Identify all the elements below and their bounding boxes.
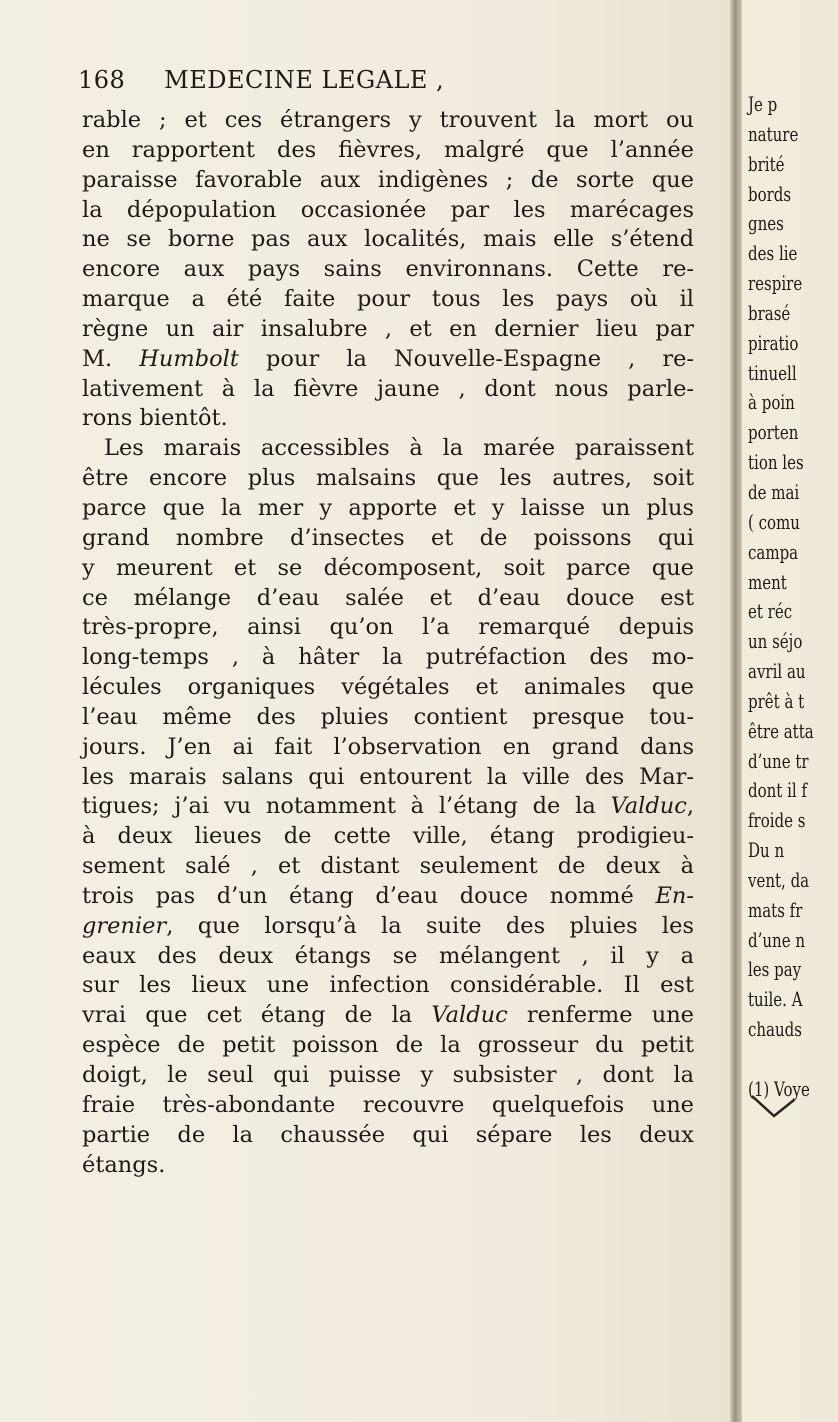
- text-line: sur les lieux une infection considérable. Il est: [82, 972, 694, 999]
- text-line: grand nombre d’insectes et de poissons qui: [82, 524, 694, 551]
- facing-fragment: piratio: [748, 330, 799, 355]
- facing-fragment: chauds: [748, 1017, 802, 1042]
- text-line: les marais salans qui entourent la ville des Mar-: [82, 763, 694, 790]
- text-line: grenier, que lorsqu’à la suite des pluies les: [82, 912, 694, 939]
- text-line: lécules organiques végétales et animales que: [82, 674, 694, 701]
- page-number: 168: [78, 66, 126, 94]
- text-line: vrai que cet étang de la Valduc renferme une: [82, 1002, 694, 1029]
- text-line: doigt, le seul qui puisse y subsister , dont la: [82, 1062, 694, 1088]
- facing-fragment: campa: [748, 539, 799, 564]
- facing-fragment: vent, da: [748, 867, 810, 892]
- facing-fragment: mats fr: [748, 897, 803, 922]
- book-gutter: [730, 0, 742, 1422]
- facing-fragment: de mai: [748, 479, 800, 504]
- facing-fragment: nature: [748, 121, 799, 146]
- facing-fragment: et réc: [748, 599, 793, 624]
- running-head: [78, 66, 638, 94]
- text-line: trois pas d’un étang d’eau douce nommé En-: [82, 882, 694, 909]
- text-line: l’eau même des pluies contient presque tou-: [82, 703, 694, 730]
- facing-fragment: être atta: [748, 718, 814, 743]
- running-title: MEDECINE LEGALE ,: [164, 66, 445, 94]
- facing-fragment: des lie: [748, 241, 798, 266]
- text-line: Les marais accessibles à la marée paraissent: [104, 435, 694, 462]
- text-line: fraie très-abondante recouvre quelquefois une: [82, 1091, 694, 1118]
- text-line: encore aux pays sains environnans. Cette re-: [82, 256, 694, 283]
- text-line: très-propre, ainsi qu’on l’a remarqué depuis: [82, 614, 694, 641]
- text-line: y meurent et se décomposent, soit parce que: [82, 554, 694, 581]
- facing-fragment: brité: [748, 151, 785, 176]
- facing-fragment: porten: [748, 420, 799, 445]
- facing-fragment: dont il f: [748, 778, 808, 803]
- text-line: espèce de petit poisson de la grosseur du petit: [82, 1032, 694, 1059]
- facing-fragment: avril au: [748, 659, 806, 684]
- facing-page-edge: [742, 0, 814, 1422]
- text-line: ce mélange d’eau salée et d’eau douce est: [82, 584, 694, 611]
- facing-fragment: respire: [748, 271, 803, 296]
- text-line: paraisse favorable aux indigènes ; de sorte que: [82, 166, 694, 193]
- text-line: rons bientôt.: [82, 405, 228, 432]
- facing-fragment: froide s: [748, 808, 806, 833]
- text-line: la dépopulation occasionée par les marécages: [82, 196, 694, 223]
- text-line: parce que la mer y apporte et y laisse un plus: [82, 494, 694, 521]
- facing-fragment: les pay: [748, 957, 802, 982]
- facing-fragment: un séjo: [748, 629, 803, 654]
- facing-fragment: à poin: [748, 390, 795, 415]
- facing-fragment: tion les: [748, 450, 804, 475]
- facing-fragment: (1) Voye: [748, 1076, 810, 1101]
- facing-fragment: ment: [748, 569, 787, 594]
- facing-fragment: gnes: [748, 211, 784, 236]
- text-line: règne un air insalubre , et en dernier lieu par: [82, 315, 694, 342]
- facing-fragment: [742, 1045, 814, 1075]
- facing-fragment: prêt à t: [748, 688, 805, 713]
- text-line: être encore plus malsains que les autres, soit: [82, 465, 694, 492]
- text-line: sement salé , et distant seulement de deux à: [82, 853, 694, 880]
- facing-fragment: brasé: [748, 300, 791, 325]
- text-line: à deux lieues de cette ville, étang prodigieu-: [82, 823, 694, 850]
- text-line: tigues; j’ai vu notamment à l’étang de la Valduc,: [82, 793, 694, 820]
- facing-fragment: Je p: [748, 92, 778, 116]
- facing-fragment: d’une tr: [748, 748, 809, 773]
- text-line: marque a été faite pour tous les pays où il: [82, 286, 694, 313]
- text-line: M. Humbolt pour la Nouvelle-Espagne , re-: [82, 345, 695, 372]
- text-line: lativement à la fièvre jaune , dont nous parle-: [82, 375, 694, 402]
- text-line: rable ; et ces étrangers y trouvent la mort ou: [82, 107, 694, 133]
- facing-fragment: tuile. A: [748, 987, 803, 1012]
- body-text: [82, 106, 694, 1180]
- facing-fragment: ( comu: [748, 509, 800, 534]
- text-line: ne se borne pas aux localités, mais elle s’étend: [82, 226, 694, 253]
- text-line: eaux des deux étangs se mélangent , il y a: [82, 942, 694, 969]
- facing-fragment: bords: [748, 181, 792, 206]
- facing-fragment: tinuell: [748, 360, 797, 385]
- facing-fragment: Du n: [748, 838, 785, 863]
- text-line: long-temps , à hâter la putréfaction des mo-: [82, 644, 694, 671]
- text-line: en rapportent des fièvres, malgré que l’année: [82, 136, 694, 163]
- facing-fragment: d’une n: [748, 927, 805, 952]
- text-line: jours. J’en ai fait l’observation en grand dans: [82, 733, 694, 760]
- text-line: partie de la chaussée qui sépare les deux: [82, 1121, 694, 1148]
- text-line: étangs.: [82, 1151, 166, 1178]
- facing-page-fragments: [742, 90, 838, 1105]
- facing-page-mark: [750, 1092, 796, 1132]
